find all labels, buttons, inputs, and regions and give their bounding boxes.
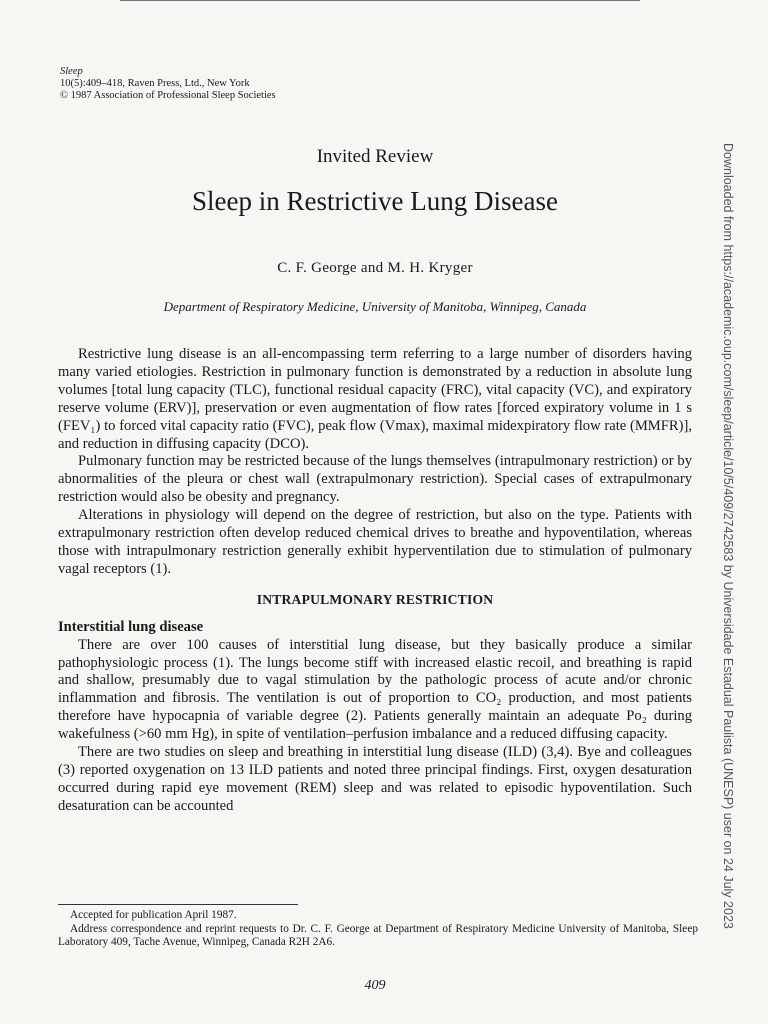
article-body [58,346,692,816]
footnote-accepted: Accepted for publication April 1987. [70,909,237,921]
article-title: Sleep in Restrictive Lung Disease [192,186,558,216]
body-paragraph: There are over 100 causes of interstitial lung disease, but they basically produce a similar pathophysiologic process (1). The lungs become stiff with increased elastic recoil, and breathing is rapid and shallow, presumably due to vagal stimulation by the pathologic process of acute and/or chronic inflammation and fibrosis. The ventilation is out of proportion to CO₂ production, and most patients therefore have hypocapnia of variable degree (2). Patients generally maintain an adequate Po₂ during wakefulness (>60 mm Hg), in spite of ventilation–perfusion imbalance and a reduced diffusing capacity. [58,636,692,743]
journal-copyright: © 1987 Association of Professional Sleep Societies [60,90,276,101]
body-paragraph: Restrictive lung disease is an all-encompassing term referring to a large number of disorders having many varied etiologies. Restriction in pulmonary function is demonstrated by a reduction in absolute lung volumes [total lung capacity (TLC), functional residual capacity (FRC), vital capacity (VC), and expiratory reserve volume (ERV)], preservation or even augmentation of flow rates [forced expiratory volume in 1 s (FEV₁) to forced vital capacity ratio (FVC), peak flow (Vmax), maximal midexpiratory flow rate (MMFR)], and reduction in diffusing capacity (DCO). [58,346,692,452]
article-kicker: Invited Review [316,146,434,167]
page-number: 409 [364,978,386,993]
journal-header [60,66,276,102]
body-paragraph: Pulmonary function may be restricted because of the lungs themselves (intrapulmonary restriction) or by abnormalities of the pleura or chest wall (extrapulmonary restriction). Special cases of extrapulmonary restriction would also be obesity and pregnancy. [58,453,692,506]
download-watermark: Downloaded from https://academic.oup.com/sleep/article/10/5/409/2742583 by Universidade Estadual Paulista (UNESP) user on 24 July 2023 [721,143,735,929]
body-paragraph: Alterations in physiology will depend on the degree of restriction, but also on the type. Patients with extrapulmonary restriction often develop reduced chemical drives to breathe and hypoventilation, whereas those with intrapulmonary restriction generally exhibit hyperventilation due to stimulation of pulmonary vagal receptors (1). [58,507,692,577]
footnotes [58,909,698,950]
subsection-heading: Interstitial lung disease [58,618,204,635]
author-affiliation: Department of Respiratory Medicine, University of Manitoba, Winnipeg, Canada [163,299,587,314]
body-paragraph: There are two studies on sleep and breathing in interstitial lung disease (ILD) (3,4). Bye and colleagues (3) reported oxygenation on 13 ILD patients and noted three principal findings. First, oxygen desaturation occurred during rapid eye movement (REM) sleep and was related to episodic hypoventilation. Such desaturation can be accounted [58,744,692,814]
journal-citation: 10(5):409–418, Raven Press, Ltd., New York [60,78,250,89]
journal-name: Sleep [60,66,83,77]
footnote-rule [58,904,298,905]
footnote-correspondence: Address correspondence and reprint requests to Dr. C. F. George at Department of Respiratory Medicine University of Manitoba, Sleep Laboratory 409, Tache Avenue, Winnipeg, Canada R2H 2A6. [58,922,698,948]
article-authors: C. F. George and M. H. Kryger [277,260,473,276]
section-heading: INTRAPULMONARY RESTRICTION [256,591,494,607]
top-rule [120,0,640,1]
